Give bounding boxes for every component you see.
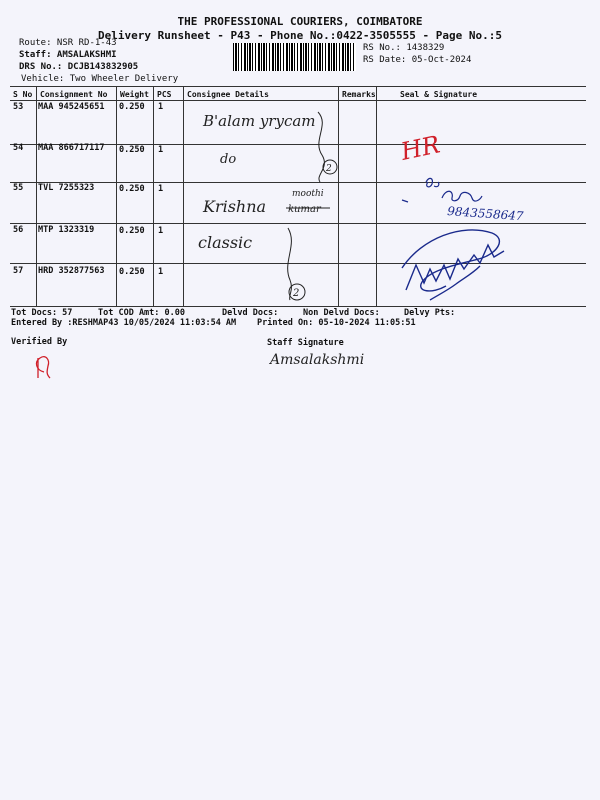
col-header-weight: Weight bbox=[120, 90, 149, 99]
delvd-docs: Delvd Docs: bbox=[222, 308, 279, 318]
row-consignment: HRD 352877563 bbox=[38, 266, 105, 276]
signature-scribble bbox=[442, 191, 482, 201]
verified-by: Verified By bbox=[11, 337, 68, 347]
col-header-consignment: Consignment No bbox=[40, 90, 108, 99]
signature-tail bbox=[430, 266, 480, 300]
tot-docs: Tot Docs: 57 bbox=[11, 308, 73, 318]
route: Route: NSR RD-1-43 bbox=[19, 38, 117, 48]
col-divider bbox=[338, 86, 339, 306]
struck-text-55: kumar bbox=[288, 204, 321, 215]
row-consignment: MTP 1323319 bbox=[38, 225, 95, 235]
handwritten-consignee-55: Krishna bbox=[203, 197, 267, 216]
printed-on: Printed On: 05-10-2024 11:05:51 bbox=[257, 318, 416, 328]
pen-stroke bbox=[318, 112, 324, 182]
rs-date: RS Date: 05-Oct-2024 bbox=[363, 55, 472, 65]
company-title: THE PROFESSIONAL COURIERS, COIMBATORE bbox=[177, 15, 423, 28]
row-pcs: 1 bbox=[158, 184, 164, 194]
row-sno: 56 bbox=[13, 225, 24, 235]
handwritten-consignee-53: B'alam yrycam bbox=[203, 112, 316, 130]
row-pcs: 1 bbox=[158, 267, 164, 277]
count-mark-b: 2 bbox=[293, 288, 300, 299]
vehicle: Vehicle: Two Wheeler Delivery bbox=[21, 74, 179, 84]
row-consignment: MAA 866717117 bbox=[38, 143, 105, 153]
col-header-consignee: Consignee Details bbox=[187, 90, 269, 99]
staff-signature-label: Staff Signature bbox=[267, 338, 344, 348]
row-sno: 57 bbox=[13, 266, 24, 276]
row-consignment: TVL 7255323 bbox=[38, 183, 95, 193]
row-weight: 0.250 bbox=[119, 184, 145, 194]
row-divider bbox=[10, 223, 586, 224]
row-divider bbox=[10, 263, 586, 264]
row-weight: 0.250 bbox=[119, 145, 145, 155]
col-divider bbox=[153, 86, 154, 306]
delvy-pts: Delvy Pts: bbox=[404, 308, 456, 318]
col-header-seal: Seal & Signature bbox=[400, 90, 478, 99]
handwritten-consignee-56: classic bbox=[198, 233, 253, 252]
col-header-remarks: Remarks bbox=[342, 90, 376, 99]
row-weight: 0.250 bbox=[119, 226, 145, 236]
entered-by: Entered By :RESHMAP43 10/05/2024 11:03:54 AM bbox=[11, 318, 237, 328]
non-delvd-docs: Non Delvd Docs: bbox=[303, 308, 380, 318]
row-weight: 0.250 bbox=[119, 267, 145, 277]
handwritten-note-55: moothi bbox=[292, 189, 324, 199]
col-divider bbox=[376, 86, 377, 306]
tot-cod-amt: Tot COD Amt: 0.00 bbox=[98, 308, 185, 318]
staff: Staff: AMSALAKSHMI bbox=[19, 50, 117, 60]
table-bottom-rule bbox=[10, 306, 586, 307]
circled-count bbox=[289, 284, 305, 300]
drs-no: DRS No.: DCJB143832905 bbox=[19, 62, 139, 72]
col-divider bbox=[116, 86, 117, 306]
row-consignment: MAA 945245651 bbox=[38, 102, 105, 112]
handwritten-phone: 9843558647 bbox=[446, 204, 524, 224]
count-mark-a: 2 bbox=[326, 164, 332, 174]
staff-signature: Amsalakshmi bbox=[270, 352, 365, 368]
signature-zigzag bbox=[406, 245, 504, 290]
runsheet-subtitle: Delivery Runsheet - P43 - Phone No.:0422-3505555 - Page No.:5 bbox=[98, 29, 502, 42]
col-header-pcs: PCS bbox=[157, 90, 172, 99]
row-sno: 53 bbox=[13, 102, 24, 112]
col-divider bbox=[183, 86, 184, 306]
col-divider bbox=[36, 86, 37, 306]
row-pcs: 1 bbox=[158, 226, 164, 236]
pen-stroke bbox=[288, 228, 292, 300]
barcode bbox=[233, 43, 356, 71]
signature-loop bbox=[402, 230, 499, 291]
col-header-sno: S No bbox=[13, 90, 33, 99]
row-sno: 55 bbox=[13, 183, 24, 193]
red-signature: HR bbox=[398, 130, 443, 166]
rs-no: RS No.: 1438329 bbox=[363, 43, 445, 53]
table-top-rule bbox=[10, 86, 586, 87]
row-divider bbox=[10, 182, 586, 183]
verified-mark bbox=[37, 357, 50, 378]
row-sno: 54 bbox=[13, 143, 24, 153]
handwritten-consignee-54: do bbox=[220, 152, 237, 167]
signature-dash bbox=[402, 200, 408, 202]
row-weight: 0.250 bbox=[119, 102, 145, 112]
table-header-rule bbox=[10, 100, 586, 101]
row-pcs: 1 bbox=[158, 145, 164, 155]
row-pcs: 1 bbox=[158, 102, 164, 112]
circled-count bbox=[323, 160, 337, 174]
